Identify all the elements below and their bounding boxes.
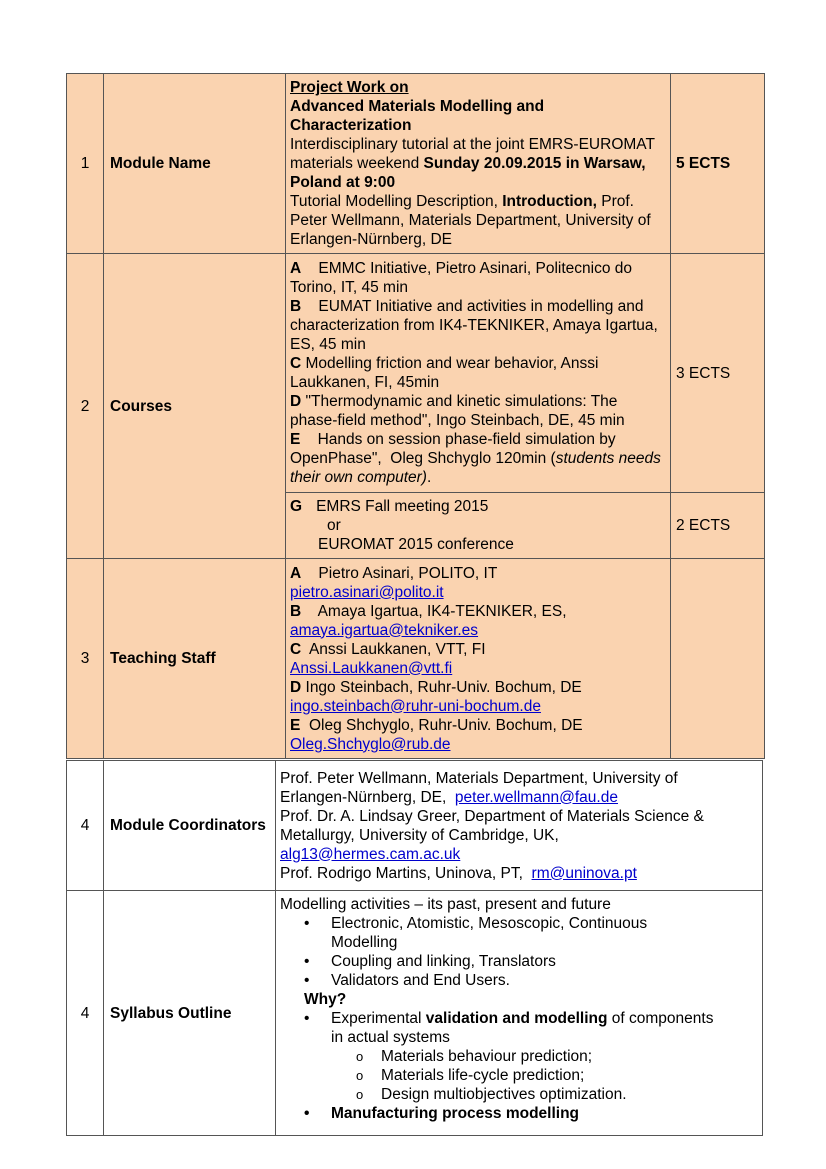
syllabus-cell: Modelling activities – its past, present and future • Electronic, Atomistic, Mesoscopic, Continuous Modelling • Coupling and linking, Translators • Validators and End Users. Why? • Experimental validation and modelling of components in actual systems o Materials behaviour prediction; o Materials life-cycle prediction; o Design multiobjectives optimization. • Manufacturing process modelling — [276, 891, 763, 1136]
table-row — [67, 761, 763, 891]
coordinators-cell: Prof. Peter Wellmann, Materials Department, University of Erlangen-Nürnberg, DE, peter.wellmann@fau.de Prof. Dr. A. Lindsay Greer, Department of Materials Science & Metallurgy, University of Cambridge, UK, alg13@hermes.cam.ac.uk Prof. Rodrigo Martins, Uninova, PT, rm@uninova.pt — [276, 761, 763, 891]
table-row — [67, 74, 765, 254]
teaching-staff-cell: A Pietro Asinari, POLITO, IT pietro.asinari@polito.it B Amaya Igartua, IK4-TEKNIKER, ES, amaya.igartua@tekniker.es C Anssi Laukkanen, VTT, FI Anssi.Laukkanen@vtt.fi D Ingo Steinbach, Ruhr-Univ. Bochum, DE ingo.steinbach@ruhr-uni-bochum.de E Oleg Shchyglo, Ruhr-Univ. Bochum, DE Oleg.Shchyglo@rub.de — [286, 559, 671, 759]
course-g-cell — [286, 493, 671, 559]
modules-table-peach — [66, 73, 765, 759]
coordinator-email-link[interactable]: alg13@hermes.cam.ac.uk — [280, 845, 461, 863]
coordinator-email-link[interactable]: peter.wellmann@fau.de — [454, 788, 618, 806]
why-heading: Why? — [304, 991, 347, 1008]
modules-table-white — [66, 760, 763, 1136]
ects-value: 2 ECTS — [671, 493, 765, 559]
ects-value-empty — [671, 559, 765, 759]
course-c: C Modelling friction and wear behavior, Anssi Laukkanen, FI, 45min — [290, 355, 599, 391]
syllabus-list — [280, 914, 756, 990]
list-item: • Manufacturing process modelling — [280, 1104, 756, 1123]
syllabus-list-2 — [280, 1009, 756, 1123]
sub-list-item: o Design multiobjectives optimization. — [280, 1085, 756, 1104]
course-g-line-1: G EMRS Fall meeting 2015 — [290, 498, 489, 515]
course-d: D "Thermodynamic and kinetic simulations: The phase-field method", Ingo Steinbach, DE, 45 min — [290, 393, 625, 429]
courses-cell — [286, 254, 671, 493]
ects-value: 5 ECTS — [671, 74, 765, 254]
list-item: • Coupling and linking, Translators — [280, 952, 756, 971]
course-a: A EMMC Initiative, Pietro Asinari, Politecnico do Torino, IT, 45 min — [290, 260, 637, 296]
staff-email-link[interactable]: pietro.asinari@polito.it — [290, 583, 444, 601]
sub-list-item: o Materials life-cycle prediction; — [280, 1066, 756, 1085]
row-number: 4 — [67, 891, 104, 1136]
list-item: • Experimental validation and modelling of components in actual systems — [280, 1009, 756, 1047]
row-number: 2 — [67, 254, 104, 559]
row-label: Module Name — [104, 74, 286, 254]
ects-value: 3 ECTS — [671, 254, 765, 493]
table-row — [67, 891, 763, 1136]
course-e: E Hands on session phase-field simulation by OpenPhase", Oleg Shchyglo 120min (students needs their own computer). — [290, 431, 661, 486]
row-label: Module Coordinators — [104, 761, 276, 891]
row-label: Courses — [104, 254, 286, 559]
row-label: Teaching Staff — [104, 559, 286, 759]
list-item: • Validators and End Users. — [280, 971, 756, 990]
staff-email-link[interactable]: ingo.steinbach@ruhr-uni-bochum.de — [290, 697, 541, 715]
title-line-3: Characterization — [290, 117, 412, 134]
row-number: 3 — [67, 559, 104, 759]
table-row — [67, 254, 765, 493]
list-item: • Electronic, Atomistic, Mesoscopic, Continuous Modelling — [280, 914, 756, 952]
row-number: 4 — [67, 761, 104, 891]
title-line-1: Project Work on — [290, 79, 409, 96]
row-number: 1 — [67, 74, 104, 254]
staff-email-link[interactable]: amaya.igartua@tekniker.es — [290, 621, 479, 639]
staff-email-link[interactable]: Anssi.Laukkanen@vtt.fi — [290, 659, 453, 677]
sub-list-item: o Materials behaviour prediction; — [280, 1047, 756, 1066]
row-label: Syllabus Outline — [104, 891, 276, 1136]
table-row — [67, 559, 765, 759]
course-b: B EUMAT Initiative and activities in modelling and characterization from IK4-TEKNIKER, Amaya Igartua, ES, 45 min — [290, 298, 663, 353]
module-description: Interdisciplinary tutorial at the joint EMRS-EUROMAT materials weekend Sunday 20.09.2015 in Warsaw, Poland at 9:00 Tutorial Modelling Description, Introduction, Prof. Peter Wellmann, Materials Department, University of Erlangen-Nürnberg, DE — [290, 136, 655, 248]
staff-email-link[interactable]: Oleg.Shchyglo@rub.de — [290, 735, 451, 753]
coordinator-email-link[interactable]: rm@uninova.pt — [531, 864, 637, 882]
course-g-line-3: EUROMAT 2015 conference — [318, 536, 514, 553]
title-line-2: Advanced Materials Modelling and — [290, 98, 545, 115]
course-g-line-2: or — [327, 517, 341, 534]
module-name-cell — [286, 74, 671, 254]
